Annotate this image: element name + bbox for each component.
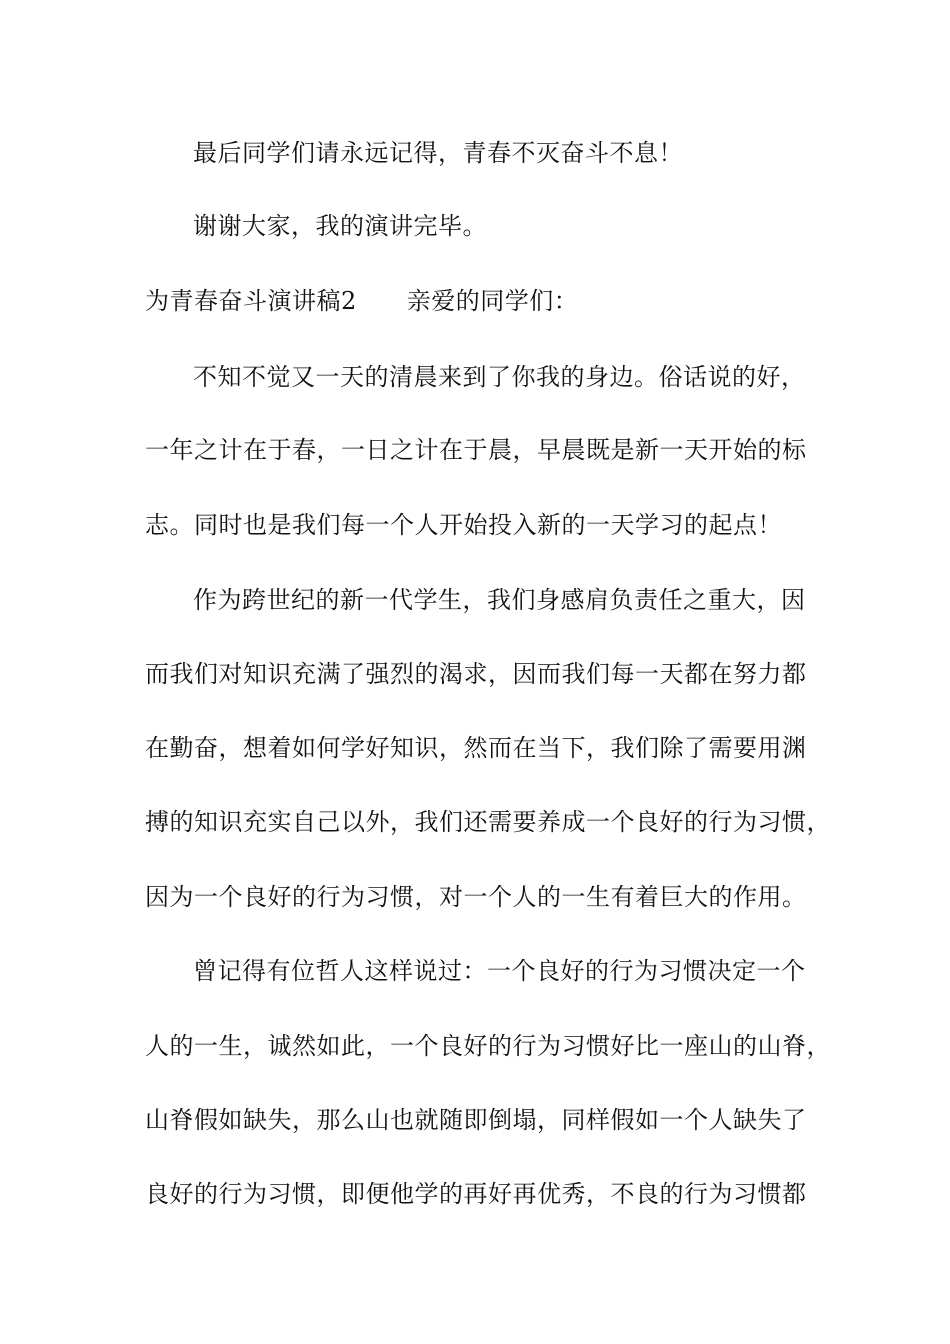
paragraph-line: 人的一生，诚然如此，一个良好的行为习惯好比一座山的山脊，: [145, 1032, 831, 1060]
paragraph-line: 因为一个良好的行为习惯，对一个人的一生有着巨大的作用。: [145, 883, 807, 911]
speech-title: 为青春奋斗演讲稿2: [145, 287, 357, 315]
paragraph-line: 曾记得有位哲人这样说过：一个良好的行为习惯决定一个: [193, 957, 806, 985]
paragraph-line: 谢谢大家，我的演讲完毕。: [193, 212, 487, 240]
speech-title-line: [145, 286, 578, 316]
paragraph-line: 作为跨世纪的新一代学生，我们身感肩负责任之重大，因: [193, 586, 806, 614]
paragraph-line: 在勤奋，想着如何学好知识，然而在当下，我们除了需要用渊: [145, 734, 807, 762]
paragraph-line: 不知不觉又一天的清晨来到了你我的身边。俗话说的好，: [193, 363, 806, 391]
paragraph-line: 最后同学们请永远记得，青春不灭奋斗不息！: [193, 139, 683, 167]
paragraph-line: 良好的行为习惯，即便他学的再好再优秀，不良的行为习惯都: [145, 1180, 807, 1208]
paragraph-line: 搏的知识充实自己以外，我们还需要养成一个良好的行为习惯，: [145, 808, 831, 836]
paragraph-line: 一年之计在于春，一日之计在于晨，早晨既是新一天开始的标: [145, 436, 807, 464]
paragraph-line: 而我们对知识充满了强烈的渴求，因而我们每一天都在努力都: [145, 660, 807, 688]
paragraph-line: 志。同时也是我们每一个人开始投入新的一天学习的起点！: [145, 511, 782, 539]
paragraph-line: 山脊假如缺失，那么山也就随即倒塌，同样假如一个人缺失了: [145, 1106, 807, 1134]
salutation: 亲爱的同学们：: [406, 287, 579, 315]
